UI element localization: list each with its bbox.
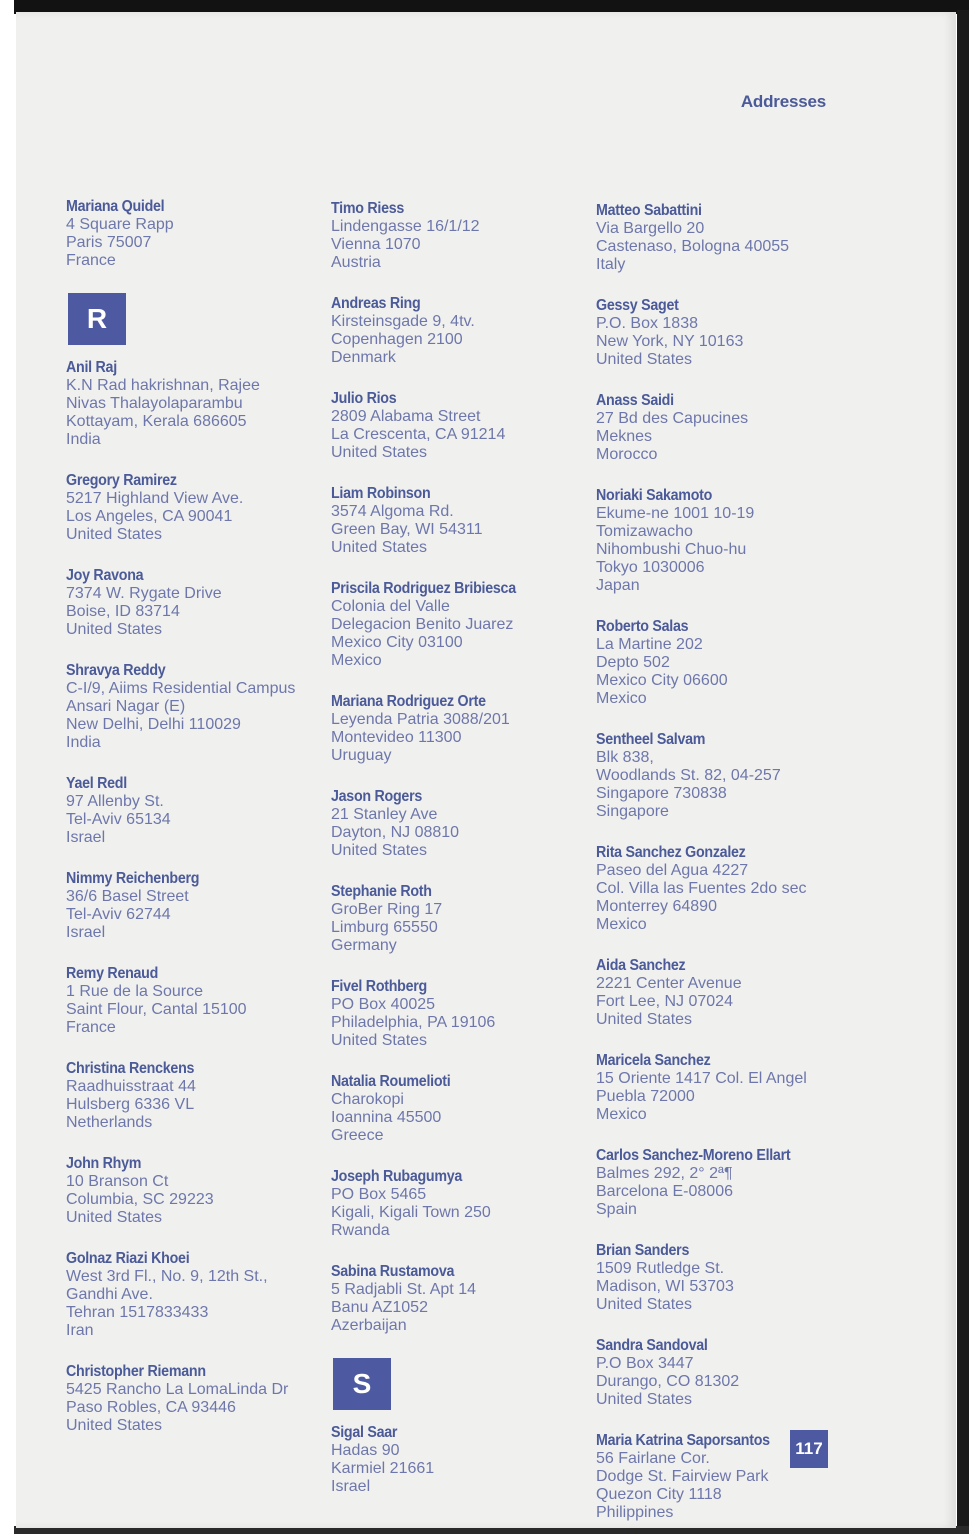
address-line: Tomizawacho <box>596 523 693 540</box>
address-line: 3574 Algoma Rd. <box>331 503 454 520</box>
address-line: 2809 Alabama Street <box>331 408 481 425</box>
address-line: Kigali, Kigali Town 250 <box>331 1204 491 1221</box>
address-line: New York, NY 10163 <box>596 333 744 350</box>
address-entry <box>66 472 331 544</box>
address-line: United States <box>596 351 693 368</box>
contact-name: Sigal Saar <box>331 1424 398 1441</box>
address-line: 10 Branson Ct <box>66 1173 169 1190</box>
address-line: Mexico <box>596 916 647 933</box>
address-line: United States <box>66 1417 163 1434</box>
address-line: Castenaso, Bologna 40055 <box>596 238 790 255</box>
address-line: C-I/9, Aiims Residential Campus <box>66 680 296 697</box>
address-line: La Martine 202 <box>596 636 703 653</box>
address-line: Germany <box>331 937 397 954</box>
address-line: Mexico <box>596 1106 647 1123</box>
address-line: PO Box 5465 <box>331 1186 427 1203</box>
address-line: Ekume-ne 1001 10-19 <box>596 505 755 522</box>
address-entry <box>331 788 596 860</box>
address-line: Hadas 90 <box>331 1442 400 1459</box>
address-line: Blk 838, <box>596 749 654 766</box>
address-entry <box>596 1147 861 1219</box>
contact-name: Remy Renaud <box>66 965 159 982</box>
address-line: Green Bay, WI 54311 <box>331 521 483 538</box>
contact-name: Maria Katrina Saporsantos <box>596 1432 770 1449</box>
address-entry <box>66 870 331 942</box>
address-entry <box>331 1424 596 1496</box>
contact-name: Roberto Salas <box>596 618 689 635</box>
address-line: Madison, WI 53703 <box>596 1278 734 1295</box>
address-entry <box>66 359 331 449</box>
address-entry <box>596 957 861 1029</box>
address-entry <box>66 198 331 270</box>
contact-name: Sentheel Salvam <box>596 731 706 748</box>
address-entry <box>66 1250 331 1340</box>
contact-name: Andreas Ring <box>331 295 421 312</box>
contact-name: Priscila Rodriguez Bribiesca <box>331 580 516 597</box>
address-line: Saint Flour, Cantal 15100 <box>66 1001 247 1018</box>
contact-name: Golnaz Riazi Khoei <box>66 1250 190 1267</box>
address-entry <box>596 1242 861 1314</box>
address-line: Montevideo 11300 <box>331 729 462 746</box>
address-line: Paseo del Agua 4227 <box>596 862 749 879</box>
contact-name: Shravya Reddy <box>66 662 166 679</box>
address-line: United States <box>596 1391 693 1408</box>
address-line: Tokyo 1030006 <box>596 559 705 576</box>
address-line: P.O. Box 1838 <box>596 315 698 332</box>
address-line: Colonia del Valle <box>331 598 450 615</box>
address-line: Singapore 730838 <box>596 785 727 802</box>
address-line: 7374 W. Rygate Drive <box>66 585 222 602</box>
address-column-3 <box>596 202 861 1534</box>
address-line: Fort Lee, NJ 07024 <box>596 993 733 1010</box>
address-line: Philadelphia, PA 19106 <box>331 1014 496 1031</box>
address-entry <box>66 1155 331 1227</box>
address-line: 36/6 Basel Street <box>66 888 189 905</box>
address-line: Vienna 1070 <box>331 236 421 253</box>
address-line: Delegacion Benito Juarez <box>331 616 514 633</box>
address-line: La Crescenta, CA 91214 <box>331 426 506 443</box>
address-line: Monterrey 64890 <box>596 898 717 915</box>
address-line: Kottayam, Kerala 686605 <box>66 413 247 430</box>
address-line: Col. Villa las Fuentes 2do sec <box>596 880 807 897</box>
address-entry <box>596 392 861 464</box>
address-line: Barcelona E-08006 <box>596 1183 733 1200</box>
address-entry <box>331 1263 596 1335</box>
address-line: Limburg 65550 <box>331 919 438 936</box>
address-line: 56 Fairlane Cor. <box>596 1450 710 1467</box>
address-line: United States <box>331 539 428 556</box>
address-line: New Delhi, Delhi 110029 <box>66 716 241 733</box>
running-head: Addresses <box>740 92 826 111</box>
address-line: Japan <box>596 577 640 594</box>
address-line: United States <box>66 526 163 543</box>
contact-name: Christopher Riemann <box>66 1363 206 1380</box>
address-line: Charokopi <box>331 1091 404 1108</box>
contact-name: Stephanie Roth <box>331 883 432 900</box>
section-letter-r: R <box>68 293 126 345</box>
contact-name: Gregory Ramirez <box>66 472 177 489</box>
address-line: Leyenda Patria 3088/201 <box>331 711 510 728</box>
address-entry <box>331 978 596 1050</box>
address-entry <box>331 390 596 462</box>
address-line: Lindengasse 16/1/12 <box>331 218 480 235</box>
address-entry <box>596 1337 861 1409</box>
contact-name: Rita Sanchez Gonzalez <box>596 844 746 861</box>
contact-name: Mariana Quidel <box>66 198 165 215</box>
address-line: Morocco <box>596 446 658 463</box>
address-entry <box>596 487 861 595</box>
address-line: Mexico City 03100 <box>331 634 463 651</box>
address-entry <box>331 1073 596 1145</box>
address-line: 5 Radjabli St. Apt 14 <box>331 1281 476 1298</box>
address-line: Banu AZ1052 <box>331 1299 428 1316</box>
address-line: 1509 Rutledge St. <box>596 1260 725 1277</box>
address-entry <box>596 731 861 821</box>
address-entry <box>331 200 596 272</box>
contact-name: Matteo Sabattini <box>596 202 702 219</box>
address-entry <box>331 693 596 765</box>
address-entry <box>66 775 331 847</box>
contact-name: Joy Ravona <box>66 567 144 584</box>
address-line: 5217 Highland View Ave. <box>66 490 244 507</box>
contact-name: Timo Riess <box>331 200 405 217</box>
address-line: Meknes <box>596 428 653 445</box>
address-entry <box>66 567 331 639</box>
address-line: Gandhi Ave. <box>66 1286 153 1303</box>
address-line: Nivas Thalayolaparambu <box>66 395 243 412</box>
address-column-2 <box>331 200 596 1519</box>
address-entry <box>596 618 861 708</box>
address-line: Rwanda <box>331 1222 390 1239</box>
address-entry <box>66 965 331 1037</box>
contact-name: Sandra Sandoval <box>596 1337 708 1354</box>
address-line: Netherlands <box>66 1114 153 1131</box>
address-line: Durango, CO 81302 <box>596 1373 740 1390</box>
address-entry <box>596 1052 861 1124</box>
address-line: Tehran 1517833433 <box>66 1304 209 1321</box>
address-line: GroBer Ring 17 <box>331 901 443 918</box>
address-line: 21 Stanley Ave <box>331 806 438 823</box>
address-line: Copenhagen 2100 <box>331 331 463 348</box>
contact-name: Carlos Sanchez-Moreno Ellart <box>596 1147 791 1164</box>
address-line: 5425 Rancho La LomaLinda Dr <box>66 1381 289 1398</box>
page-edge-right <box>957 10 969 1534</box>
address-line: India <box>66 431 101 448</box>
address-entry <box>331 580 596 670</box>
contact-name: Mariana Rodriguez Orte <box>331 693 486 710</box>
address-line: Depto 502 <box>596 654 670 671</box>
contact-name: Aida Sanchez <box>596 957 686 974</box>
document-page <box>16 12 956 1528</box>
address-line: 15 Oriente 1417 Col. El Angel <box>596 1070 807 1087</box>
address-entry <box>331 485 596 557</box>
address-entry <box>331 1168 596 1240</box>
contact-name: John Rhym <box>66 1155 142 1172</box>
address-line: Columbia, SC 29223 <box>66 1191 214 1208</box>
address-line: Quezon City 1118 <box>596 1486 722 1503</box>
address-line: P.O Box 3447 <box>596 1355 694 1372</box>
page-number: 117 <box>790 1430 828 1468</box>
contact-name: Sabina Rustamova <box>331 1263 455 1280</box>
address-line: Nihombushi Chuo-hu <box>596 541 747 558</box>
address-line: Singapore <box>596 803 669 820</box>
address-line: United States <box>66 621 163 638</box>
address-line: Hulsberg 6336 VL <box>66 1096 195 1113</box>
address-line: United States <box>331 1032 428 1049</box>
address-line: Ioannina 45500 <box>331 1109 442 1126</box>
address-line: Azerbaijan <box>331 1317 407 1334</box>
contact-name: Julio Rios <box>331 390 397 407</box>
address-entry <box>596 297 861 369</box>
address-line: Mexico City 06600 <box>596 672 728 689</box>
address-entry <box>66 662 331 752</box>
address-line: United States <box>596 1011 693 1028</box>
address-line: Woodlands St. 82, 04-257 <box>596 767 781 784</box>
contact-name: Yael Redl <box>66 775 127 792</box>
address-line: Boise, ID 83714 <box>66 603 180 620</box>
address-entry <box>66 1363 331 1435</box>
address-line: Israel <box>66 924 106 941</box>
address-line: Tel-Aviv 65134 <box>66 811 171 828</box>
address-line: Karmiel 21661 <box>331 1460 435 1477</box>
address-line: Denmark <box>331 349 396 366</box>
address-line: Paris 75007 <box>66 234 152 251</box>
contact-name: Anass Saidi <box>596 392 674 409</box>
contact-name: Gessy Saget <box>596 297 679 314</box>
address-line: France <box>66 252 116 269</box>
address-entry <box>331 883 596 955</box>
address-line: 4 Square Rapp <box>66 216 174 233</box>
address-line: Kirsteinsgade 9, 4tv. <box>331 313 475 330</box>
address-entry <box>596 844 861 934</box>
address-line: France <box>66 1019 116 1036</box>
address-entry <box>331 295 596 367</box>
contact-name: Jason Rogers <box>331 788 422 805</box>
contact-name: Natalia Roumelioti <box>331 1073 451 1090</box>
contact-name: Christina Renckens <box>66 1060 195 1077</box>
address-line: Israel <box>66 829 106 846</box>
address-line: Philippines <box>596 1504 674 1521</box>
contact-name: Maricela Sanchez <box>596 1052 711 1069</box>
address-line: India <box>66 734 101 751</box>
address-line: Paso Robles, CA 93446 <box>66 1399 236 1416</box>
contact-name: Liam Robinson <box>331 485 431 502</box>
address-entry <box>596 202 861 274</box>
address-line: Italy <box>596 256 626 273</box>
contact-name: Brian Sanders <box>596 1242 690 1259</box>
address-line: Mexico <box>596 690 647 707</box>
address-line: United States <box>331 444 428 461</box>
address-line: Israel <box>331 1478 371 1495</box>
address-line: 2221 Center Avenue <box>596 975 742 992</box>
contact-name: Noriaki Sakamoto <box>596 487 713 504</box>
address-line: Dodge St. Fairview Park <box>596 1468 769 1485</box>
address-line: Spain <box>596 1201 637 1218</box>
address-line: Balmes 292, 2° 2ª¶ <box>596 1165 733 1182</box>
address-line: 97 Allenby St. <box>66 793 164 810</box>
address-entry <box>66 1060 331 1132</box>
contact-name: Nimmy Reichenberg <box>66 870 200 887</box>
address-line: United States <box>66 1209 163 1226</box>
address-line: 27 Bd des Capucines <box>596 410 749 427</box>
address-line: Tel-Aviv 62744 <box>66 906 171 923</box>
address-line: Raadhuisstraat 44 <box>66 1078 196 1095</box>
section-letter-s: S <box>333 1358 391 1410</box>
address-line: Ansari Nagar (E) <box>66 698 186 715</box>
address-line: Los Angeles, CA 90041 <box>66 508 233 525</box>
address-line: Via Bargello 20 <box>596 220 705 237</box>
contact-name: Anil Raj <box>66 359 117 376</box>
address-line: Mexico <box>331 652 382 669</box>
address-line: United States <box>331 842 428 859</box>
address-line: Dayton, NJ 08810 <box>331 824 460 841</box>
contact-name: Joseph Rubagumya <box>331 1168 463 1185</box>
contact-name: Fivel Rothberg <box>331 978 427 995</box>
address-line: Austria <box>331 254 381 271</box>
address-line: 1 Rue de la Source <box>66 983 203 1000</box>
address-line: K.N Rad hakrishnan, Rajee <box>66 377 260 394</box>
address-line: West 3rd Fl., No. 9, 12th St., <box>66 1268 268 1285</box>
address-line: Greece <box>331 1127 384 1144</box>
address-line: Uruguay <box>331 747 392 764</box>
address-line: Iran <box>66 1322 94 1339</box>
address-column-1 <box>66 198 331 1458</box>
address-line: Puebla 72000 <box>596 1088 695 1105</box>
address-line: PO Box 40025 <box>331 996 436 1013</box>
address-line: United States <box>596 1296 693 1313</box>
